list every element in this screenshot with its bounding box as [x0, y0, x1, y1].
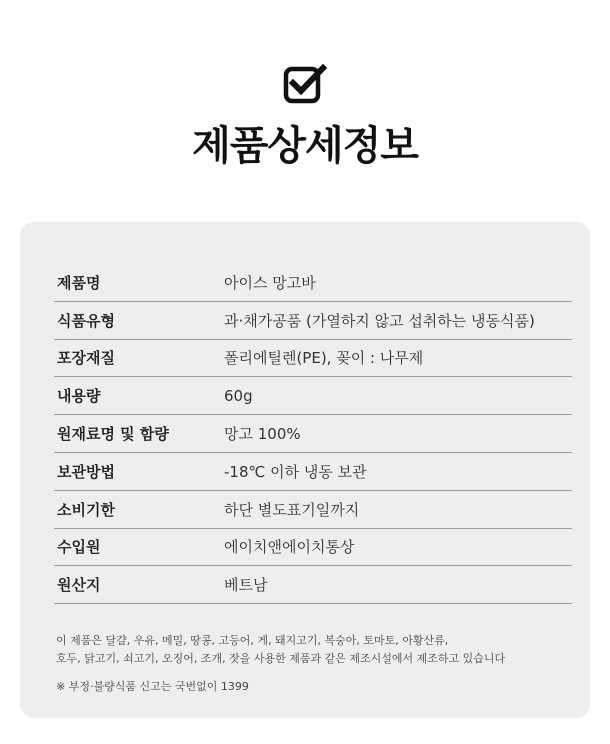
row-label: 원재료명 및 함량 [57, 425, 169, 444]
row-label: 소비기한 [57, 500, 115, 519]
row-value: 폴리에틸렌(PE), 꽂이 : 나무제 [224, 349, 424, 368]
row-label: 수입원 [57, 538, 101, 557]
row-label: 보관방법 [57, 462, 115, 481]
row-label: 제품명 [57, 273, 101, 292]
row-value: 60g [224, 386, 253, 405]
row-value: -18℃ 이하 냉동 보관 [224, 462, 367, 481]
notice-line: 이 제품은 달걀, 우유, 메밀, 땅콩, 고등어, 게, 돼지고기, 복숭아, 토마토, 아황산류, [56, 634, 449, 647]
table-row [54, 529, 572, 567]
row-value: 아이스 망고바 [224, 273, 316, 292]
notice-line: 호두, 닭고기, 쇠고기, 오징어, 조개, 잣을 사용한 제품과 같은 제조시설에서 제조하고 있습니다 [56, 652, 506, 665]
table-row [54, 453, 572, 491]
row-label: 원산지 [57, 576, 101, 595]
row-value: 베트남 [224, 576, 268, 595]
row-label: 포장재질 [57, 349, 115, 368]
row-value: 에이치앤에이치통상 [224, 538, 355, 557]
row-value: 망고 100% [224, 425, 301, 444]
allergen-notice [56, 632, 576, 668]
row-label: 식품유형 [57, 311, 115, 330]
table-row [54, 264, 572, 302]
product-info-table [54, 264, 572, 604]
page-title: 제품상세정보 [192, 123, 418, 169]
table-row [54, 566, 572, 604]
row-value: 하단 별도표기일까지 [224, 500, 360, 519]
product-info-card [20, 222, 590, 718]
table-row [54, 415, 572, 453]
report-notice: ※ 부정·불량식품 신고는 국번없이 1399 [56, 680, 249, 693]
table-row [54, 340, 572, 378]
table-row [54, 302, 572, 340]
table-row [54, 377, 572, 415]
row-value: 과·채가공품 (가열하지 않고 섭취하는 냉동식품) [224, 311, 535, 330]
table-row [54, 491, 572, 529]
checkbox-check-icon [283, 64, 327, 104]
row-label: 내용량 [57, 387, 101, 406]
